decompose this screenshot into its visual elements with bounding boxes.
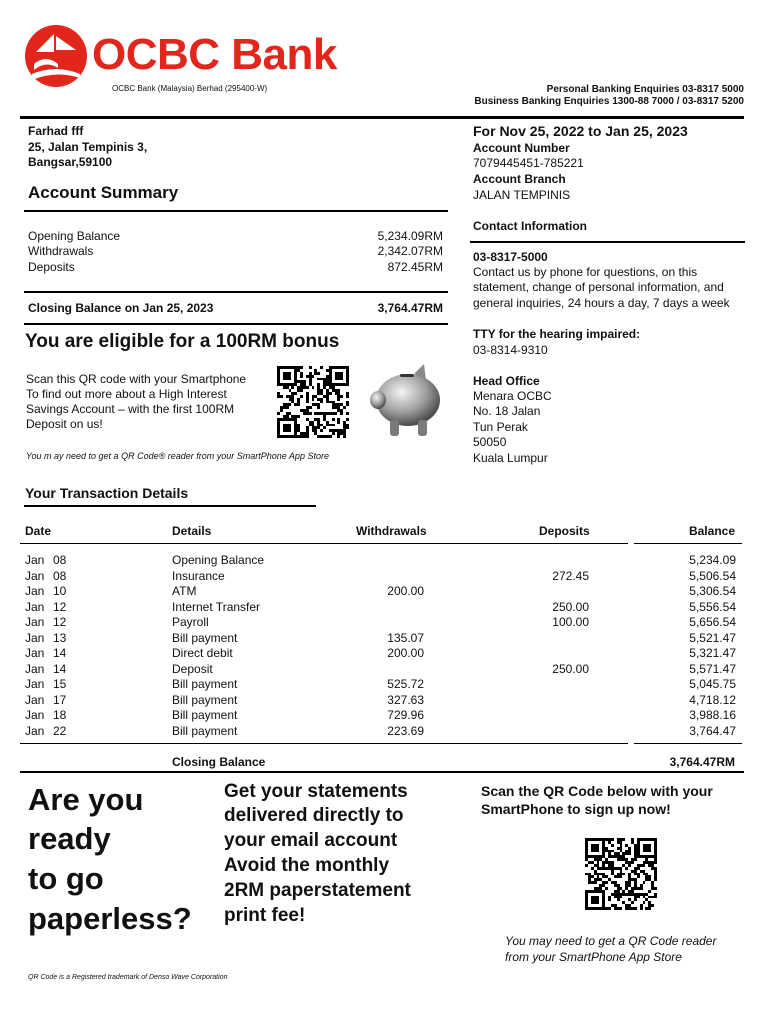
personal-enquiries: Personal Banking Enquiries 03-8317 5000 bbox=[546, 84, 744, 95]
tx-date: Jan bbox=[25, 584, 45, 598]
tx-balance: 5,321.47 bbox=[689, 646, 736, 660]
paperless-mid-6: print fee! bbox=[224, 905, 306, 926]
tx-deposit bbox=[424, 553, 589, 569]
table-row bbox=[25, 600, 736, 616]
col-date: Date bbox=[25, 524, 52, 538]
tx-withdrawal: 200.00 bbox=[387, 646, 424, 660]
tx-date: Jan bbox=[25, 553, 45, 567]
tx-closing-value: 3,764.47RM bbox=[669, 755, 735, 769]
tx-withdrawal bbox=[359, 662, 424, 678]
transactions-table bbox=[25, 553, 736, 739]
table-row bbox=[25, 662, 736, 678]
tx-withdrawal: 525.72 bbox=[387, 677, 424, 691]
tx-details: Bill payment bbox=[172, 677, 238, 691]
tx-date: Jan bbox=[25, 599, 45, 614]
tx-balance: 3,988.16 bbox=[689, 708, 736, 722]
head-office-1: Menara OCBC bbox=[473, 389, 552, 403]
business-enquiries: Business Banking Enquiries 1300-88 7000 / 03-8317 5200 bbox=[474, 96, 744, 107]
scan-text-2: SmartPhone to sign up now! bbox=[481, 801, 671, 817]
tx-day: 18 bbox=[53, 708, 67, 722]
tx-details: Deposit bbox=[172, 661, 213, 676]
tx-date: Jan bbox=[25, 661, 45, 676]
tx-balance: 4,718.12 bbox=[689, 692, 736, 707]
customer-address-2: Bangsar,59100 bbox=[28, 155, 113, 169]
summary-withdrawals-value: 2,342.07RM bbox=[377, 244, 443, 258]
head-office-3: Tun Perak bbox=[473, 420, 528, 434]
head-office-5: Kuala Lumpur bbox=[473, 451, 548, 465]
table-row bbox=[25, 708, 736, 724]
bonus-qr-code[interactable] bbox=[277, 366, 349, 438]
table-row bbox=[25, 584, 736, 600]
tx-day: 14 bbox=[53, 661, 67, 676]
contact-desc-2: statement, change of personal information, and bbox=[473, 280, 724, 294]
contact-desc-1: Contact us by phone for questions, on this bbox=[473, 265, 698, 279]
tx-balance: 5,306.54 bbox=[689, 584, 736, 598]
scan-text-1: Scan the QR Code below with your bbox=[481, 783, 713, 799]
tx-deposit bbox=[424, 584, 589, 600]
col-withdrawals: Withdrawals bbox=[356, 524, 427, 538]
paperless-line-3: to go bbox=[28, 861, 104, 896]
tx-balance: 5,506.54 bbox=[689, 568, 736, 583]
ocbc-logo-icon bbox=[24, 24, 88, 88]
bonus-headline: You are eligible for a 100RM bonus bbox=[25, 331, 340, 352]
tx-balance: 5,556.54 bbox=[689, 599, 736, 614]
paperless-mid-4: Avoid the monthly bbox=[224, 855, 390, 876]
tx-details: Insurance bbox=[172, 568, 225, 583]
summary-closing-value: 3,764.47RM bbox=[377, 301, 443, 315]
tx-date: Jan bbox=[25, 630, 45, 645]
qr-trademark-note: QR Code is a Registered trademark of Denso Wave Corporation bbox=[28, 974, 228, 981]
tx-deposit bbox=[424, 677, 589, 693]
brand-legal: OCBC Bank (Malaysia) Berhad (295400-W) bbox=[112, 84, 268, 93]
paperless-mid-1: Get your statements bbox=[224, 781, 408, 802]
customer-address-1: 25, Jalan Tempinis 3, bbox=[28, 140, 148, 154]
table-row bbox=[25, 569, 736, 585]
tx-details: Opening Balance bbox=[172, 553, 265, 567]
tx-header-rule-1 bbox=[20, 543, 628, 544]
bonus-text-1: Scan this QR code with your Smartphone bbox=[26, 372, 247, 386]
tx-withdrawal: 729.96 bbox=[387, 708, 424, 722]
tx-withdrawal bbox=[359, 600, 424, 616]
tx-deposit bbox=[424, 646, 589, 662]
tx-day: 12 bbox=[53, 615, 67, 629]
tx-day: 08 bbox=[53, 568, 67, 583]
tx-day: 10 bbox=[53, 584, 67, 598]
paperless-mid-5: 2RM paperstatement bbox=[224, 880, 411, 901]
tx-header-rule-2 bbox=[634, 543, 742, 544]
customer-name: Farhad fff bbox=[28, 124, 84, 138]
tx-date: Jan bbox=[25, 708, 45, 722]
tx-deposit: 100.00 bbox=[552, 615, 589, 629]
tx-deposit bbox=[424, 708, 589, 724]
tx-details: Bill payment bbox=[172, 692, 238, 707]
transactions-title-rule bbox=[24, 505, 316, 507]
contact-phone: 03-8317-5000 bbox=[473, 250, 548, 264]
tx-day: 15 bbox=[53, 677, 67, 691]
brand-name: OCBC Bank bbox=[92, 30, 337, 79]
piggy-bank-icon bbox=[366, 360, 446, 440]
account-branch: JALAN TEMPINIS bbox=[473, 188, 571, 202]
tx-closing-label: Closing Balance bbox=[172, 755, 266, 769]
tx-balance: 5,234.09 bbox=[689, 553, 736, 567]
summary-closing-label: Closing Balance on Jan 25, 2023 bbox=[28, 301, 214, 315]
paperless-mid-2: delivered directly to bbox=[224, 805, 404, 826]
tx-day: 13 bbox=[53, 630, 67, 645]
bonus-text-2: To find out more about a High Interest bbox=[26, 387, 227, 401]
signup-qr-code[interactable] bbox=[585, 838, 657, 910]
ocbc-logo bbox=[24, 24, 88, 88]
tx-withdrawal: 135.07 bbox=[387, 630, 424, 645]
paperless-line-1: Are you bbox=[28, 782, 144, 817]
paperless-line-2: ready bbox=[28, 821, 111, 856]
table-row bbox=[25, 646, 736, 662]
tx-details: ATM bbox=[172, 584, 197, 598]
account-number-label: Account Number bbox=[473, 141, 570, 155]
tx-withdrawal: 200.00 bbox=[387, 584, 424, 598]
contact-desc-3: general inquiries, 24 hours a day, 7 days a week bbox=[473, 296, 730, 310]
tx-balance: 3,764.47 bbox=[689, 723, 736, 738]
tty-number: 03-8314-9310 bbox=[473, 343, 548, 357]
statement-period: For Nov 25, 2022 to Jan 25, 2023 bbox=[473, 123, 688, 139]
transactions-title: Your Transaction Details bbox=[25, 485, 189, 501]
tx-bottom-rule bbox=[20, 771, 744, 773]
tx-deposit bbox=[424, 631, 589, 647]
col-details: Details bbox=[172, 524, 212, 538]
account-number: 7079445451-785221 bbox=[473, 156, 584, 170]
summary-top-rule bbox=[24, 210, 448, 212]
tx-balance: 5,045.75 bbox=[689, 677, 736, 691]
tx-details: Direct debit bbox=[172, 646, 233, 660]
tx-day: 12 bbox=[53, 599, 67, 614]
tx-day: 08 bbox=[53, 553, 67, 567]
summary-deposits-value: 872.45RM bbox=[387, 260, 443, 274]
paperless-line-4: paperless? bbox=[28, 901, 192, 936]
paperless-mid-3: your email account bbox=[224, 830, 398, 851]
summary-bottom-rule bbox=[24, 291, 448, 293]
summary-deposits-label: Deposits bbox=[28, 260, 75, 274]
table-row bbox=[25, 631, 736, 647]
table-row bbox=[25, 677, 736, 693]
table-row bbox=[25, 553, 736, 569]
tx-details: Internet Transfer bbox=[172, 599, 261, 614]
tx-date: Jan bbox=[25, 615, 45, 629]
col-balance: Balance bbox=[688, 524, 735, 538]
tx-balance: 5,571.47 bbox=[689, 661, 736, 676]
tx-details: Payroll bbox=[172, 615, 209, 629]
table-row bbox=[25, 615, 736, 631]
table-row bbox=[25, 693, 736, 709]
tx-day: 22 bbox=[53, 723, 67, 738]
summary-closing-rule bbox=[24, 323, 448, 325]
qr-reader-note-2: from your SmartPhone App Store bbox=[505, 950, 682, 964]
transactions-body bbox=[25, 553, 736, 739]
tx-deposit: 250.00 bbox=[552, 599, 589, 614]
header-divider bbox=[20, 116, 744, 119]
tx-date: Jan bbox=[25, 568, 45, 583]
tx-balance: 5,656.54 bbox=[689, 615, 736, 629]
tx-details: Bill payment bbox=[172, 708, 238, 722]
tx-withdrawal bbox=[359, 569, 424, 585]
tx-deposit bbox=[424, 693, 589, 709]
bonus-qr-note: You m ay need to get a QR Code® reader from your SmartPhone App Store bbox=[26, 451, 329, 461]
tx-deposit bbox=[424, 724, 589, 740]
summary-opening-value: 5,234.09RM bbox=[377, 229, 443, 243]
tx-date: Jan bbox=[25, 692, 45, 707]
contact-rule bbox=[470, 241, 745, 243]
tx-footer-rule-2 bbox=[634, 743, 742, 744]
tx-details: Bill payment bbox=[172, 630, 238, 645]
tx-deposit: 250.00 bbox=[552, 661, 589, 676]
bonus-text-4: Deposit on us! bbox=[26, 417, 103, 431]
tx-balance: 5,521.47 bbox=[689, 630, 736, 645]
summary-opening-label: Opening Balance bbox=[28, 229, 121, 243]
head-office-2: No. 18 Jalan bbox=[473, 404, 541, 418]
account-summary-title: Account Summary bbox=[28, 183, 179, 202]
tx-footer-rule-1 bbox=[20, 743, 628, 744]
tx-date: Jan bbox=[25, 646, 45, 660]
bonus-text-3: Savings Account – with the first 100RM bbox=[26, 402, 235, 416]
qr-reader-note-1: You may need to get a QR Code reader bbox=[505, 934, 717, 948]
head-office-label: Head Office bbox=[473, 374, 540, 388]
table-row bbox=[25, 724, 736, 740]
account-branch-label: Account Branch bbox=[473, 172, 566, 186]
tx-date: Jan bbox=[25, 677, 45, 691]
tx-deposit: 272.45 bbox=[552, 568, 589, 583]
tx-withdrawal: 223.69 bbox=[387, 723, 424, 738]
summary-withdrawals-label: Withdrawals bbox=[28, 244, 94, 258]
tx-day: 17 bbox=[53, 692, 67, 707]
tx-withdrawal bbox=[359, 615, 424, 631]
tx-date: Jan bbox=[25, 723, 45, 738]
col-deposits: Deposits bbox=[539, 524, 590, 538]
tx-withdrawal: 327.63 bbox=[387, 692, 424, 707]
tty-label: TTY for the hearing impaired: bbox=[473, 327, 641, 341]
tx-details: Bill payment bbox=[172, 723, 238, 738]
tx-day: 14 bbox=[53, 646, 67, 660]
head-office-4: 50050 bbox=[473, 435, 507, 449]
contact-title: Contact Information bbox=[473, 219, 587, 233]
tx-withdrawal bbox=[359, 553, 424, 569]
